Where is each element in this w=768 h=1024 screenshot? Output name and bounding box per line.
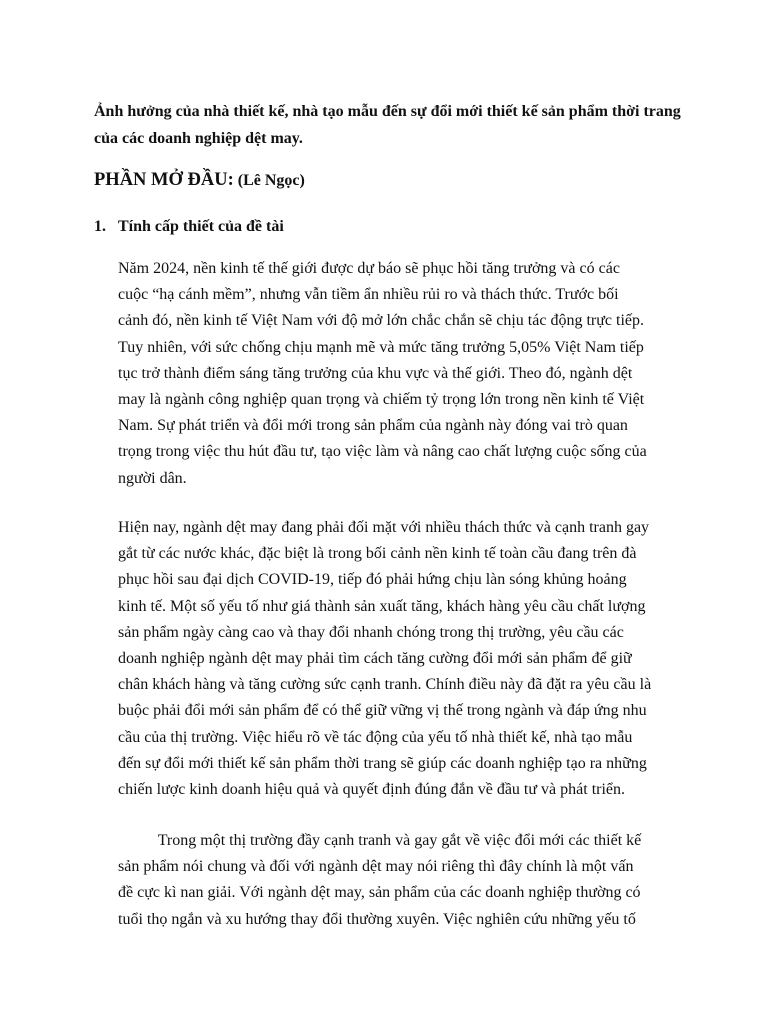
section-heading	[94, 170, 305, 191]
document-title: Ảnh hưởng của nhà thiết kế, nhà tạo mẫu đến sự đổi mới thiết kế sản phẩm thời trang của các doanh nghiệp dệt may.	[94, 103, 681, 147]
paragraph-line: đến sự đổi mới thiết kế sản phẩm thời trang sẽ giúp các doanh nghiệp tạo ra những	[118, 754, 647, 772]
paragraph-line: tục trở thành điểm sáng tăng trưởng của khu vực và thế giới. Theo đó, ngành dệt	[118, 364, 633, 382]
paragraph-line: chiến lược kinh doanh hiệu quả và quyết định đúng đắn về đầu tư và phát triển.	[118, 781, 626, 799]
paragraph-line: chân khách hàng và tăng cường sức cạnh tranh. Chính điều này đã đặt ra yêu cầu là	[118, 676, 652, 694]
paragraph-line: sản phẩm nói chung và đối với ngành dệt may nói riêng thì đây chính là một vấn	[118, 858, 634, 876]
paragraph-2	[118, 515, 651, 803]
paragraph-line: người dân.	[118, 469, 187, 487]
paragraph-line: cuộc “hạ cánh mềm”, nhưng vẫn tiềm ẩn nhiều rủi ro và thách thức. Trước bối	[118, 286, 619, 304]
paragraph-line: trọng trong việc thu hút đầu tư, tạo việc làm và nâng cao chất lượng cuộc sống của	[118, 443, 647, 461]
paragraph-line: đề cực kì nan giải. Với ngành dệt may, sản phẩm của các doanh nghiệp thường có	[118, 884, 641, 902]
paragraph-1	[118, 256, 647, 492]
paragraph-line: Tuy nhiên, với sức chống chịu mạnh mẽ và mức tăng trưởng 5,05% Việt Nam tiếp	[118, 338, 644, 356]
paragraph-line: cảnh đó, nền kinh tế Việt Nam với độ mở lớn chắc chắn sẽ chịu tác động trực tiếp.	[118, 312, 644, 330]
paragraph-line: Nam. Sự phát triển và đổi mới trong sản phẩm của ngành này đóng vai trò quan	[118, 417, 628, 435]
subheading	[94, 218, 284, 236]
paragraph-line: kinh tế. Một số yếu tố như giá thành sản xuất tăng, khách hàng yêu cầu chất lượng	[118, 597, 646, 615]
paragraph-line: Hiện nay, ngành dệt may đang phải đối mặt với nhiều thách thức và cạnh tranh gay	[118, 519, 650, 536]
paragraph-line: gắt từ các nước khác, đặc biệt là trong bối cảnh nền kinh tế toàn cầu đang trên đà	[118, 545, 637, 563]
subheading-number: 1.	[94, 218, 106, 235]
paragraph-line: buộc phải đổi mới sản phẩm để có thể giữ vững vị thế trong ngành và đáp ứng nhu	[118, 702, 647, 720]
paragraph-line: tuổi thọ ngắn và xu hướng thay đổi thường xuyên. Việc nghiên cứu những yếu tố	[118, 910, 636, 928]
paragraph-line: may là ngành công nghiệp quan trọng và chiếm tỷ trọng lớn trong nền kinh tế Việt	[118, 391, 645, 409]
paragraph-line: phục hồi sau đại dịch COVID-19, tiếp đó phải hứng chịu làn sóng khủng hoảng	[118, 571, 627, 589]
paragraph-line: cầu của thị trường. Việc hiểu rõ về tác động của yếu tố nhà thiết kế, nhà tạo mẫu	[118, 728, 633, 746]
paragraph-line: Trong một thị trường đầy cạnh tranh và gay gắt về việc đổi mới các thiết kế	[118, 832, 642, 849]
paragraph-line: sản phẩm ngày càng cao và thay đổi nhanh chóng trong thị trường, yêu cầu các	[118, 623, 624, 641]
subheading-text: Tính cấp thiết của đề tài	[118, 218, 284, 235]
paragraph-line: Năm 2024, nền kinh tế thế giới được dự báo sẽ phục hồi tăng trưởng và có các	[118, 260, 620, 277]
paragraph-3	[118, 828, 641, 933]
paragraph-line: doanh nghiệp ngành dệt may phải tìm cách tăng cường đổi mới sản phẩm để giữ	[118, 650, 632, 668]
section-author: (Lê Ngọc)	[237, 172, 305, 189]
section-heading-text: PHẦN MỞ ĐẦU:	[94, 170, 234, 190]
